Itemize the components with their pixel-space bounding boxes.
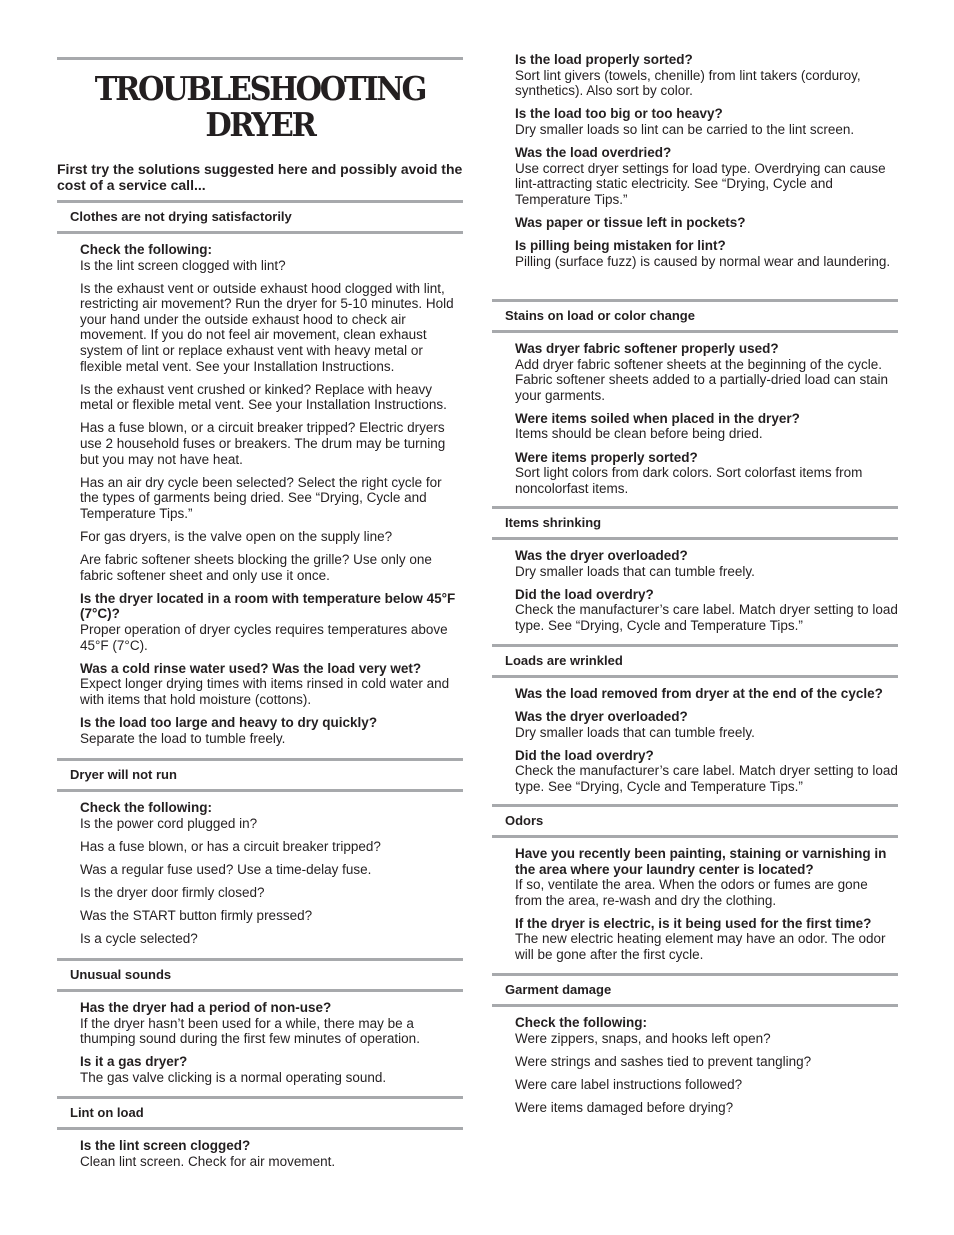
- troubleshoot-item: [80, 661, 463, 708]
- troubleshoot-item: [80, 552, 463, 583]
- answer-text: Is the exhaust vent or outside exhaust hood clogged with lint, restricting air movement? Run the dryer for 5-10 minutes. Hold your hand under the outside exhaust hood to check air movement. If you do not feel air movement, clean exhaust system of lint or replace exhaust vent with heavy metal or flexible metal vent. See your Installation Instructions.: [80, 280, 454, 374]
- troubleshoot-section: [57, 958, 463, 1093]
- answer-text: Check the manufacturer’s care label. Match dryer setting to load type. See “Drying, Cycle and Temperature Tips.”: [515, 763, 898, 794]
- troubleshoot-item: [80, 885, 463, 901]
- troubleshoot-item: [80, 908, 463, 924]
- question-text: Did the load overdry?: [515, 747, 654, 763]
- question-text: Were items properly sorted?: [515, 449, 698, 465]
- troubleshoot-item: [515, 238, 898, 269]
- title-line-2: DRYER: [205, 105, 315, 144]
- question-text: Was paper or tissue left in pockets?: [515, 214, 746, 230]
- answer-text: If the dryer hasn’t been used for a while, there may be a thumping sound during the first few minutes of operation.: [80, 1015, 420, 1047]
- troubleshoot-item: [80, 591, 463, 653]
- answer-text: Were care label instructions followed?: [515, 1076, 743, 1092]
- answer-text: Is the dryer door firmly closed?: [80, 884, 265, 900]
- troubleshoot-item: [515, 106, 898, 137]
- troubleshoot-item: [515, 341, 898, 403]
- question-text: Is the dryer located in a room with temperature below 45°F (7°C)?: [80, 590, 456, 622]
- question-text: Was the load removed from dryer at the end of the cycle?: [515, 686, 883, 701]
- troubleshoot-item: [80, 1054, 463, 1085]
- troubleshoot-item: [515, 1100, 898, 1116]
- question-text: Is pilling being mistaken for lint?: [515, 237, 726, 253]
- troubleshoot-item: [80, 839, 463, 855]
- troubleshoot-item: [80, 281, 463, 375]
- section-heading: Odors: [492, 804, 898, 838]
- question-text: If the dryer is electric, is it being used for the first time?: [515, 915, 872, 931]
- answer-text: Dry smaller loads that can tumble freely.: [515, 724, 755, 740]
- section-heading: Stains on load or color change: [492, 299, 898, 333]
- question-text: Is the load properly sorted?: [515, 52, 693, 67]
- answer-text: The new electric heating element may have an odor. The odor will be gone after the first cycle.: [515, 931, 886, 963]
- troubleshoot-item: [515, 52, 898, 99]
- troubleshoot-item: [515, 411, 898, 442]
- troubleshoot-section: [492, 299, 898, 504]
- question-text: Was the dryer overloaded?: [515, 709, 688, 725]
- question-text: Check the following:: [80, 800, 213, 815]
- answer-text: Use correct dryer settings for load type. Overdrying can cause lint-attracting static electricity. See “Drying, Cycle and Temperature Tips.”: [515, 160, 886, 207]
- question-text: Is it a gas dryer?: [80, 1054, 188, 1070]
- question-text: Is the load too large and heavy to dry quickly?: [80, 714, 378, 730]
- answer-text: Sort light colors from dark colors. Sort colorfast items from noncolorfast items.: [515, 465, 863, 496]
- troubleshoot-item: [80, 862, 463, 878]
- troubleshoot-item: [80, 242, 463, 273]
- troubleshoot-item: [515, 1077, 898, 1093]
- section-items: [57, 792, 463, 947]
- troubleshoot-item: [80, 715, 463, 746]
- answer-text: Check the manufacturer’s care label. Match dryer setting to load type. See “Drying, Cycle and Temperature Tips.”: [515, 602, 898, 633]
- answer-text: Are fabric softener sheets blocking the grille? Use only one fabric softener sheet and only use it once.: [80, 552, 432, 583]
- question-text: Did the load overdry?: [515, 586, 654, 602]
- troubleshoot-item: [80, 1138, 463, 1169]
- troubleshoot-section: [492, 804, 898, 970]
- answer-text: Items should be clean before being dried.: [515, 426, 763, 442]
- troubleshoot-section: [57, 1096, 463, 1177]
- answer-text: Is the exhaust vent crushed or kinked? Replace with heavy metal or flexible metal vent. See your Installation Instructions.: [80, 381, 447, 413]
- section-items: [57, 1130, 463, 1169]
- troubleshoot-item: [80, 931, 463, 947]
- troubleshoot-section: [492, 506, 898, 641]
- troubleshoot-item: [515, 215, 898, 231]
- troubleshoot-item: [515, 1054, 898, 1070]
- troubleshoot-item: [515, 548, 898, 579]
- troubleshoot-section: [492, 973, 898, 1123]
- troubleshoot-item: [515, 145, 898, 207]
- question-text: Has the dryer had a period of non-use?: [80, 1000, 332, 1015]
- intro-text: First try the solutions suggested here and possibly avoid the cost of a service call...: [57, 161, 463, 193]
- answer-text: Has an air dry cycle been selected? Select the right cycle for the types of garments being dried. See “Drying, Cycle and Temperature Tips.”: [80, 474, 442, 521]
- troubleshoot-item: [515, 916, 898, 963]
- section-items: [57, 992, 463, 1085]
- answer-text: Clean lint screen. Check for air movement.: [80, 1153, 336, 1169]
- section-heading: Dryer will not run: [57, 758, 463, 792]
- question-text: Was the dryer overloaded?: [515, 548, 688, 563]
- section-items: [492, 838, 898, 963]
- answer-text: Sort lint givers (towels, chenille) from lint takers (corduroy, synthetics). Also sort by color.: [515, 67, 861, 99]
- section-items: [492, 540, 898, 633]
- troubleshoot-item: [515, 1015, 898, 1046]
- troubleshoot-item: [515, 846, 898, 908]
- answer-text: Pilling (surface fuzz) is caused by normal wear and laundering.: [515, 253, 891, 269]
- troubleshoot-item: [80, 1000, 463, 1047]
- section-heading: Lint on load: [57, 1096, 463, 1130]
- question-text: Check the following:: [515, 1015, 648, 1030]
- answer-text: Dry smaller loads so lint can be carried to the lint screen.: [515, 121, 855, 137]
- section-items: [492, 333, 898, 496]
- section-heading: Garment damage: [492, 973, 898, 1007]
- troubleshoot-item: [80, 420, 463, 467]
- section-heading: Loads are wrinkled: [492, 644, 898, 678]
- answer-text: Add dryer fabric softener sheets at the beginning of the cycle. Fabric softener sheets added to a partially-dried load can stain your garments.: [515, 356, 888, 403]
- answer-text: If so, ventilate the area. When the odors or fumes are gone from the area, re-wash and dry the clothing.: [515, 877, 868, 908]
- answer-text: Has a fuse blown, or has a circuit breaker tripped?: [80, 838, 381, 854]
- section-heading: Clothes are not drying satisfactorily: [57, 200, 463, 234]
- question-text: Have you recently been painting, staining or varnishing in the area where your laundry center is located?: [515, 846, 887, 877]
- question-text: Was the load overdried?: [515, 144, 672, 160]
- top-rule: [57, 57, 463, 60]
- answer-text: For gas dryers, is the valve open on the supply line?: [80, 529, 393, 544]
- answer-text: Separate the load to tumble freely.: [80, 730, 286, 746]
- answer-text: Were zippers, snaps, and hooks left open?: [515, 1030, 771, 1046]
- section-items: [492, 678, 898, 795]
- question-text: Is the load too big or too heavy?: [515, 106, 723, 122]
- troubleshoot-item: [515, 587, 898, 634]
- troubleshoot-item: [80, 800, 463, 831]
- title-line-1: TROUBLESHOOTING: [94, 69, 426, 108]
- section-items: [57, 234, 463, 746]
- section-items: [492, 1007, 898, 1115]
- answer-text: The gas valve clicking is a normal operating sound.: [80, 1069, 387, 1085]
- answer-text: Was a regular fuse used? Use a time-delay fuse.: [80, 861, 372, 877]
- answer-text: Is a cycle selected?: [80, 931, 198, 947]
- answer-text: Is the power cord plugged in?: [80, 815, 258, 831]
- question-text: Was dryer fabric softener properly used?: [515, 341, 779, 356]
- answer-text: Were strings and sashes tied to prevent tangling?: [515, 1053, 812, 1069]
- question-text: Were items soiled when placed in the dryer?: [515, 410, 800, 426]
- troubleshoot-item: [515, 450, 898, 497]
- troubleshoot-section: [57, 200, 463, 754]
- section-heading: Unusual sounds: [57, 958, 463, 992]
- continued-items: [515, 52, 898, 277]
- answer-text: Were items damaged before drying?: [515, 1099, 734, 1115]
- answer-text: Has a fuse blown, or a circuit breaker tripped? Electric dryers use 2 household fuses or breakers. The drum may be turning but you may not have heat.: [80, 420, 446, 467]
- troubleshoot-item: [80, 529, 463, 545]
- answer-text: Was the START button firmly pressed?: [80, 907, 313, 923]
- troubleshoot-item: [515, 686, 898, 702]
- answer-text: Dry smaller loads that can tumble freely.: [515, 563, 755, 579]
- answer-text: Is the lint screen clogged with lint?: [80, 257, 286, 273]
- question-text: Is the lint screen clogged?: [80, 1138, 251, 1153]
- troubleshoot-section: [57, 758, 463, 954]
- section-heading: Items shrinking: [492, 506, 898, 540]
- question-text: Check the following:: [80, 242, 213, 257]
- answer-text: Expect longer drying times with items rinsed in cold water and with items that hold moisture (cottons).: [80, 676, 450, 707]
- question-text: Was a cold rinse water used? Was the load very wet?: [80, 660, 422, 676]
- troubleshoot-section: [492, 644, 898, 802]
- page-title: [73, 71, 447, 143]
- troubleshoot-item: [80, 475, 463, 522]
- troubleshoot-item: [515, 709, 898, 740]
- answer-text: Proper operation of dryer cycles requires temperatures above 45°F (7°C).: [80, 621, 448, 653]
- troubleshoot-item: [515, 748, 898, 795]
- troubleshoot-item: [80, 382, 463, 413]
